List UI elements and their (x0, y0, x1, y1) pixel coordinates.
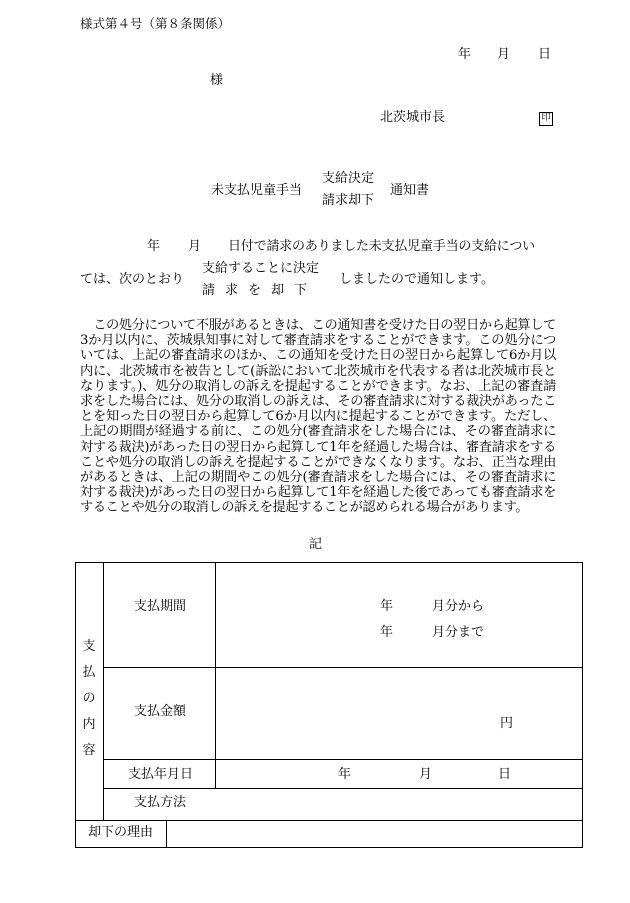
payment-amount-label: 支払金額 (134, 704, 187, 719)
issuer-name: 北茨城市長 (380, 110, 446, 125)
table-line (215, 563, 216, 788)
table-line (103, 563, 104, 820)
form-number: 様式第４号（第８条関係） (80, 16, 231, 31)
title-option-reject: 請求却下 (322, 193, 375, 208)
payment-date-month: 月 (419, 767, 433, 782)
notice-option-decide: 支給することに決定 (202, 261, 320, 276)
period-from-month: 月分から (432, 599, 485, 614)
payment-date-year: 年 (338, 767, 352, 782)
payment-date-label: 支払年月日 (128, 767, 194, 782)
rejection-reason-label: 却下の理由 (88, 825, 154, 840)
table-line (103, 759, 583, 760)
period-from-year: 年 (380, 599, 394, 614)
table-line (103, 788, 583, 789)
table-line (76, 820, 583, 821)
payment-method-label: 支払方法 (134, 795, 187, 810)
title-prefix: 未支払児童手当 (211, 183, 303, 198)
payment-contents-vertical-label: 支 払 の 内 容 (82, 639, 96, 758)
issue-date-day: 日 (538, 47, 552, 62)
period-to-month: 月分まで (432, 625, 485, 640)
notice-option-reject: 請求を却下 (202, 283, 318, 298)
payment-period-label: 支払期間 (134, 599, 187, 614)
notice-line1: 日付で請求のありました未支払児童手当の支給につい (228, 239, 535, 254)
table-line (103, 667, 583, 668)
notice-line2-prefix: ては、次のとおり (80, 272, 185, 287)
period-to-year: 年 (380, 625, 394, 640)
title-option-decide: 支給決定 (322, 171, 375, 186)
issue-date-month: 月 (497, 47, 511, 62)
title-suffix: 通知書 (390, 183, 430, 198)
seal-mark: 印 (539, 112, 553, 126)
payment-date-day: 日 (498, 767, 512, 782)
appeal-instructions: この処分について不服があるときは、この通知書を受けた日の翌日から起算して3か月以内に、茨城県知事に対して審査請求をすることができます。この処分については、上記の審査請求のほか、この通知を受けた日の翌日から起算して6か月以内に、北茨城市を被告として(訴訟において北茨城市を代表する者は北茨城市長となります。)、処分の取消しの訴えを提起することができます。なお、上記の審査請求をした場合には、処分の取消しの訴えは、その審査請求に対する裁決があったことを知った日の翌日から起算して6か月以内に提起することができます。ただし、上記の期間が経過する前に、この処分(審査請求をした場合には、その審査請求に対する裁決)があった日の翌日から起算して1年を経過した場合は、審査請求をすることや処分の取消しの訴えを提起することができなくなります。なお、正当な理由があるときは、上記の期間やこの処分(審査請求をした場合には、その審査請求に対する裁決)があった日の翌日から起算して1年を経過した後であっても審査請求をすることや処分の取消しの訴えを提起することが認められる場合があります。 (80, 318, 556, 516)
notice-month-label: 月 (188, 239, 202, 254)
ki-heading: 記 (309, 537, 323, 552)
notice-year-label: 年 (147, 239, 161, 254)
issue-date-year: 年 (458, 47, 472, 62)
amount-unit: 円 (500, 716, 514, 731)
table-line (166, 820, 167, 848)
notice-line2-suffix: しましたので通知します。 (339, 272, 494, 287)
addressee-suffix: 様 (210, 73, 224, 88)
